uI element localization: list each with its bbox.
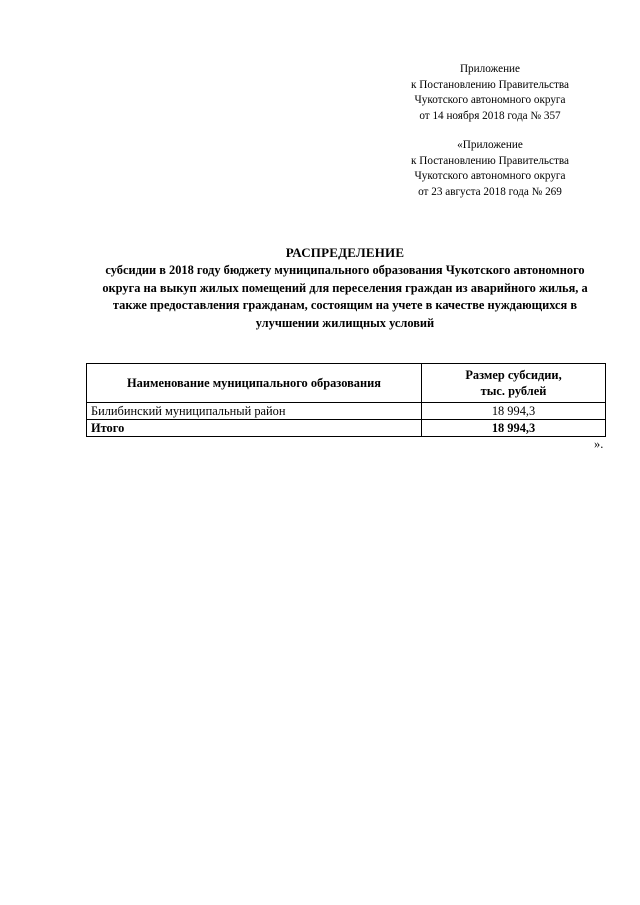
total-amount: 18 994,3 [422, 420, 606, 437]
header-municipality-label: Наименование муниципального образования [127, 376, 381, 390]
header-amount-line: Размер субсидии, [465, 368, 562, 382]
appendix-current-line: от 14 ноября 2018 года № 357 [419, 109, 561, 122]
appendix-previous [360, 138, 620, 200]
appendix-current-line: Приложение [459, 63, 521, 75]
distribution-table [86, 363, 606, 437]
table-total-row [87, 420, 606, 437]
title-main: РАСПРЕДЕЛЕНИЕ [285, 245, 405, 260]
cell-amount: 18 994,3 [422, 403, 606, 420]
appendix-previous-line: Чукотского автономного округа [414, 170, 566, 182]
appendix-previous-line: «Приложение [457, 139, 523, 151]
header-amount-line: тыс. рублей [480, 384, 547, 398]
header-municipality [87, 364, 422, 403]
closing-quote-mark: ». [594, 437, 604, 451]
appendix-current-line: Чукотского автономного округа [414, 94, 566, 106]
header-amount [422, 364, 606, 403]
table-header-row [87, 364, 606, 403]
cell-municipality: Билибинский муниципальный район [87, 403, 422, 420]
appendix-current-line: к Постановлению Правительства [411, 78, 569, 91]
total-label: Итого [87, 420, 422, 437]
appendix-current [360, 62, 620, 124]
table-row [87, 403, 606, 420]
appendix-previous-line: от 23 августа 2018 года № 269 [418, 185, 562, 198]
document-title [85, 244, 605, 332]
title-subtitle: субсидии в 2018 году бюджету муниципального образования Чукотского автономного округа на выкуп жилых помещений для переселения граждан из аварийного жилья, а также предоставления гражданам, состоящим на учете в качестве нуждающихся в улучшении жилищных условий [102, 263, 588, 330]
appendix-previous-line: к Постановлению Правительства [411, 154, 569, 167]
